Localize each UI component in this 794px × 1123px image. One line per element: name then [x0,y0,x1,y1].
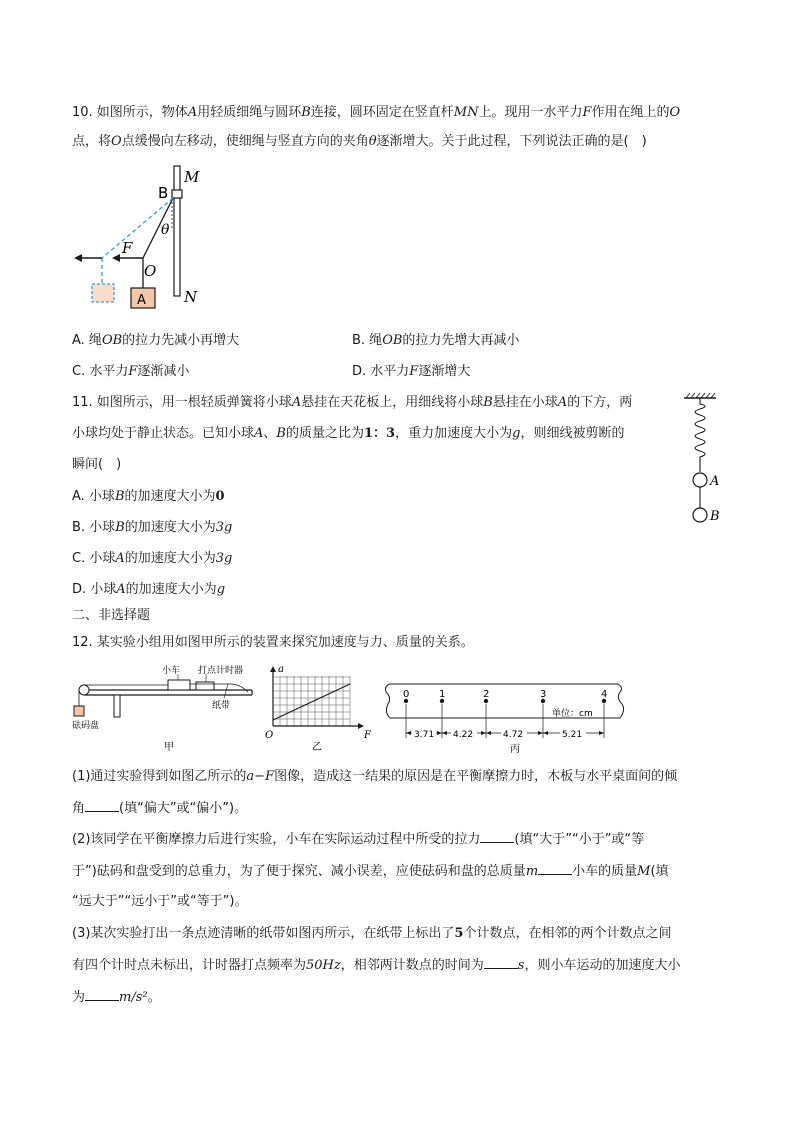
point-label: 2 [483,689,490,700]
label-cart: 小车 [162,666,181,676]
label-timer: 打点计时器 [198,666,244,676]
answer-blank-1[interactable] [85,799,119,812]
option-text: 的加速度大小为 [124,489,216,504]
q12-text: (3)某次实验打出一条点迹清晰的纸带如图丙所示，在纸带上标出了 [72,926,455,941]
q10-text: 10. 如图所示，物体 [72,105,188,120]
answer-blank-2[interactable] [480,830,514,843]
option-value: g [216,582,226,597]
q10-text: 用轻质细绳与圆环 [197,105,302,120]
q11-text: 、 [263,426,277,441]
table-leg [114,695,120,717]
q12-text: 小车的质量 [572,864,638,879]
option-text: 的加速度大小为 [125,582,217,597]
q12-part3-line-3 [72,988,161,1007]
force-later-arrowhead [74,254,82,262]
q10-var-f: F [582,105,592,120]
ball-a [693,473,707,487]
option-var: B [115,520,125,535]
q11-text: 小球均处于静止状态。已知小球 [72,426,255,441]
option-text: C. 小球 [72,551,116,566]
q10-var-o: O [669,105,681,120]
q11-figure [680,392,730,532]
label-origin: O [265,730,274,741]
q12-text: 角 [72,801,86,816]
q12-text: (填“偏大”或“偏小”)。 [119,801,248,816]
option-var: F [409,364,419,379]
option-var: OB [382,333,403,348]
label-theta: θ [161,222,170,238]
q10-var-mn: MN [453,105,479,120]
q12-text: ，相邻两计数点的时间为 [340,958,484,973]
answer-blank-3[interactable] [538,862,572,875]
q11-stem-line-1 [72,394,632,412]
q10-var-b: B [301,105,311,120]
caption-jia: 甲 [164,742,174,753]
q12-text: 为 [72,990,86,1005]
unit-label: 单位：cm [552,709,593,719]
grid [273,676,350,726]
option-var: B [114,489,125,504]
option-var: OB [101,333,123,348]
q10-var-a: A [187,105,198,120]
q12-text: 于”)砝码和盘受到的总重力，为了便于探究、减小误差，应使砝码和盘的总质量 [72,864,526,879]
cart [168,680,190,690]
q10-text: 点缓慢向左移动，使细绳与竖直方向的夹角 [121,134,369,149]
label-n: N [184,288,198,306]
q10-stem-line-2 [72,133,647,151]
option-text: D. 小球 [72,582,117,597]
q10-figure [66,160,216,320]
ball-b [693,508,707,522]
graph-line [273,684,350,720]
option-value: 3g [215,520,233,535]
distance-label: 5.21 [562,730,583,740]
option-text: B. 绳 [352,333,383,348]
q12-text: (2)该同学在平衡摩擦力后进行实验，小车在实际运动过程中所受的拉力 [72,832,481,847]
option-value: 3g [215,551,233,566]
option-text: B. 小球 [72,520,116,535]
ring-b [172,190,182,198]
q12-part1-line-1 [72,768,677,786]
q11-option-d[interactable] [72,581,225,599]
point-label: 3 [540,689,547,700]
distance-label: 4.72 [503,730,524,740]
label-ball-a: A [710,474,720,489]
q12-unit-acc: m/s² [119,990,148,1005]
option-text: 的拉力先增大再减小 [402,333,520,348]
q12-text: 图像，造成这一结果的原因是在平衡摩擦力时，木板与水平桌面间的倾 [274,769,678,784]
q11-var-b: B [276,426,286,441]
point-label: 1 [439,689,446,700]
option-text: A. 小球 [72,489,115,504]
q11-option-c[interactable] [72,550,232,568]
q11-text: 瞬间( ) [72,457,122,472]
q12-text: 个计数点，在相邻的两个计数点之间 [463,926,672,941]
q11-text: 的下方，两 [567,395,633,410]
q12-intro: 12. 某实验小组用如图甲所示的装置来探究加速度与力、质量的关系。 [72,635,474,650]
label-a: A [137,293,146,308]
label-o: O [144,262,157,280]
label-f-axis: F [364,730,371,741]
option-text: 的加速度大小为 [124,520,216,535]
q12-var-m: m [525,864,539,879]
section-heading: 二、非选择题 [72,608,151,623]
q12-figure-bing [384,672,630,756]
q12-figure-jia [70,662,260,754]
q12-part1-line-2 [72,799,247,818]
option-text: 逐渐减小 [137,364,190,379]
q12-frequency: 50Hz [306,958,341,973]
force-f-arrowhead [112,254,120,262]
q12-text: ，则小车运动的加速度大小 [524,958,681,973]
option-text: C. 水平力 [72,364,129,379]
caption-bing: 丙 [510,744,520,755]
q12-figure-yi [262,662,374,754]
option-text: 的拉力先减小再增大 [122,333,240,348]
q12-part2-line-3 [72,893,247,911]
q12-text: (填 [650,864,669,879]
q10-text: 作用在绳上的 [591,105,670,120]
point-label: 0 [403,689,410,700]
q12-text: “远大于”“远小于”或“等于”)。 [72,894,248,909]
distance-label: 4.22 [453,730,474,740]
vertical-rod [174,166,180,296]
label-tape: 纸带 [212,701,231,711]
q11-var-a: A [254,426,264,441]
timer [196,682,214,690]
answer-blank-5[interactable] [85,988,119,1001]
q10-option-b[interactable] [352,332,519,350]
q12-part3-line-2 [72,956,680,975]
q11-option-a[interactable] [72,488,225,506]
q12-part3-line-1 [72,925,671,943]
q11-mass-ratio: 1：3 [364,426,396,441]
answer-blank-4[interactable] [484,956,518,969]
q12-var-big-m: M [637,864,651,879]
q12-part2-line-2 [72,862,669,881]
q10-option-d[interactable] [352,363,470,381]
q12-text: 有四个计时点未标出，计时器打点频率为 [72,958,307,973]
q12-var-af: a−F [246,769,275,784]
label-weight-pan: 砝码盘 [72,721,100,731]
option-text: A. 绳 [72,333,102,348]
q10-text: 逐渐增大。关于此过程，下列说法正确的是( ) [376,134,647,149]
q12-count: 5 [454,926,464,941]
q10-text: 连接，圆环固定在竖直杆 [310,105,454,120]
dashed-block-later [92,284,114,302]
option-text: 的加速度大小为 [124,551,216,566]
q10-text: 上。现用一水平力 [478,105,583,120]
q11-stem-line-2 [72,425,624,443]
label-f: F [122,239,133,257]
q11-stem-line-3 [72,456,121,474]
label-m: M [184,168,200,186]
option-var: A [115,551,125,566]
option-var: A [116,582,126,597]
option-text: 逐渐增大 [418,364,471,379]
label-b: B [158,184,169,202]
q12-unit-s: s [517,958,525,973]
spring [695,398,705,472]
option-var: F [128,364,138,379]
caption-yi: 乙 [312,742,322,753]
q10-option-c[interactable] [72,363,189,381]
distance-label: 3.71 [414,730,435,740]
q11-var-b: B [483,395,493,410]
q10-option-a[interactable] [72,332,239,350]
label-ball-b: B [710,509,720,524]
q11-text: 11. 如图所示，用一根轻质弹簧将小球 [72,395,292,410]
pulley [79,685,89,695]
q10-var-theta: θ [368,134,377,149]
label-a-axis: a [278,664,284,675]
q11-var-a: A [557,395,568,410]
q10-stem-line-1 [72,104,680,122]
q11-text: 悬挂在小球 [492,395,558,410]
weight-pan [74,706,84,716]
q11-text: 的质量之比为 [285,426,364,441]
q11-var-a: A [291,395,302,410]
q12-text: 。 [147,990,161,1005]
q10-var-o: O [111,134,122,149]
point-label: 4 [601,689,608,700]
option-value: 0 [215,489,225,504]
q11-text: ，则细线被剪断的 [520,426,625,441]
q12-part2-line-1 [72,830,644,849]
q10-text: 点，将 [72,134,112,149]
q11-option-b[interactable] [72,519,232,537]
q11-text: 悬挂在天花板上，用细线将小球 [301,395,484,410]
q12-text: (填“大于”“小于”或“等 [514,832,645,847]
ceiling-hatch [686,393,715,398]
q12-text: (1)通过实验得到如图乙所示的 [72,769,247,784]
option-text: D. 水平力 [352,364,410,379]
q11-var-g: g [512,426,521,441]
q11-text: ，重力加速度大小为 [395,426,513,441]
